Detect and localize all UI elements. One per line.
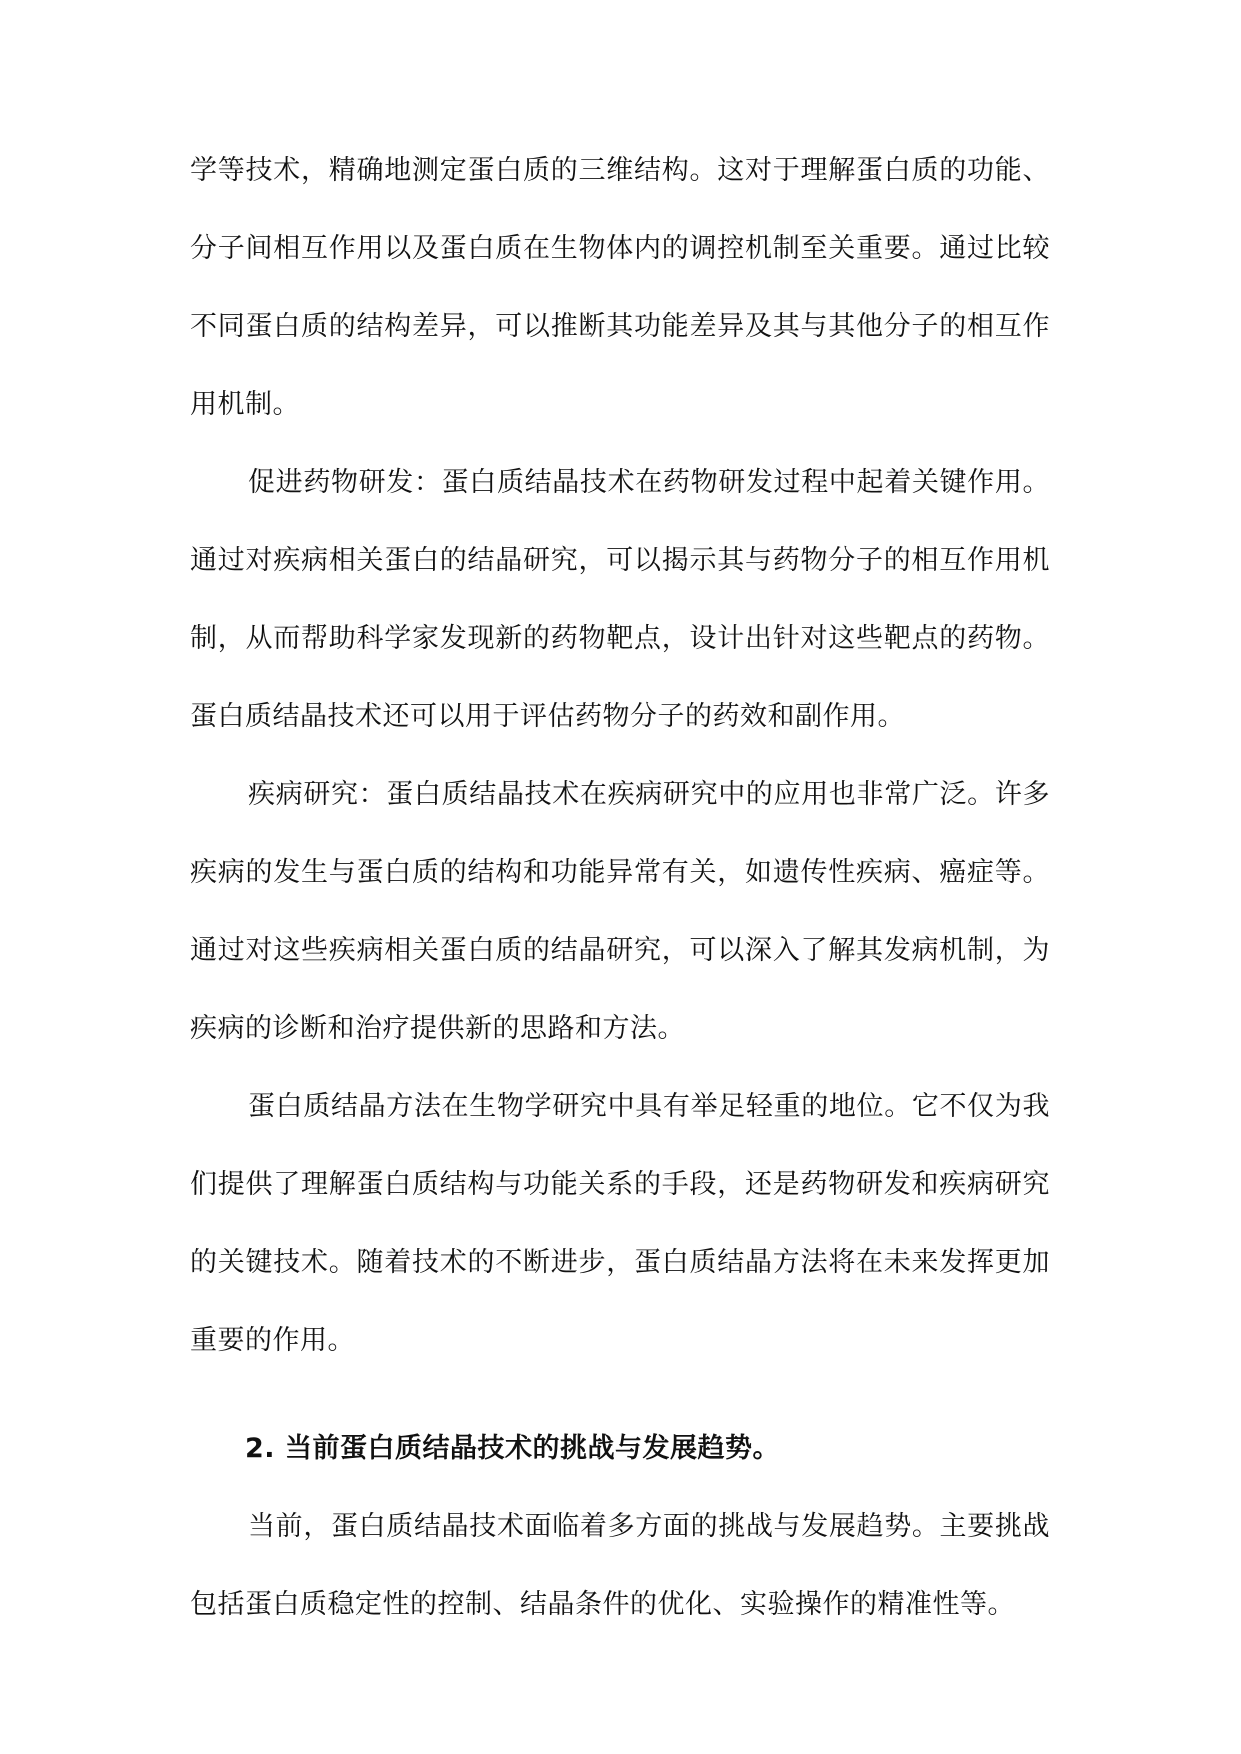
section-heading: 2. 当前蛋白质结晶技术的挑战与发展趋势。: [245, 1433, 780, 1464]
document-body: [190, 132, 1050, 1644]
paragraph-drug-development: 促进药物研发：蛋白质结晶技术在药物研发过程中起着关键作用。通过对疾病相关蛋白的结晶研究，可以揭示其与药物分子的相互作用机制，从而帮助科学家发现新的药物靶点，设计出针对这些靶点的药物。蛋白质结晶技术还可以用于评估药物分子的药效和副作用。: [190, 467, 1050, 732]
paragraph-importance-summary: 蛋白质结晶方法在生物学研究中具有举足轻重的地位。它不仅为我们提供了理解蛋白质结构与功能关系的手段，还是药物研发和疾病研究的关键技术。随着技术的不断进步，蛋白质结晶方法将在未来发挥更加重要的作用。: [190, 1091, 1050, 1356]
paragraph-challenges: 当前，蛋白质结晶技术面临着多方面的挑战与发展趋势。主要挑战包括蛋白质稳定性的控制、结晶条件的优化、实验操作的精准性等。: [190, 1511, 1050, 1620]
paragraph-disease-research: 疾病研究：蛋白质结晶技术在疾病研究中的应用也非常广泛。许多疾病的发生与蛋白质的结构和功能异常有关，如遗传性疾病、癌症等。通过对这些疾病相关蛋白质的结晶研究，可以深入了解其发病机制，为疾病的诊断和治疗提供新的思路和方法。: [190, 779, 1050, 1044]
paragraph-structure-analysis: 学等技术，精确地测定蛋白质的三维结构。这对于理解蛋白质的功能、分子间相互作用以及蛋白质在生物体内的调控机制至关重要。通过比较不同蛋白质的结构差异，可以推断其功能差异及其与其他分子的相互作用机制。: [190, 155, 1050, 420]
